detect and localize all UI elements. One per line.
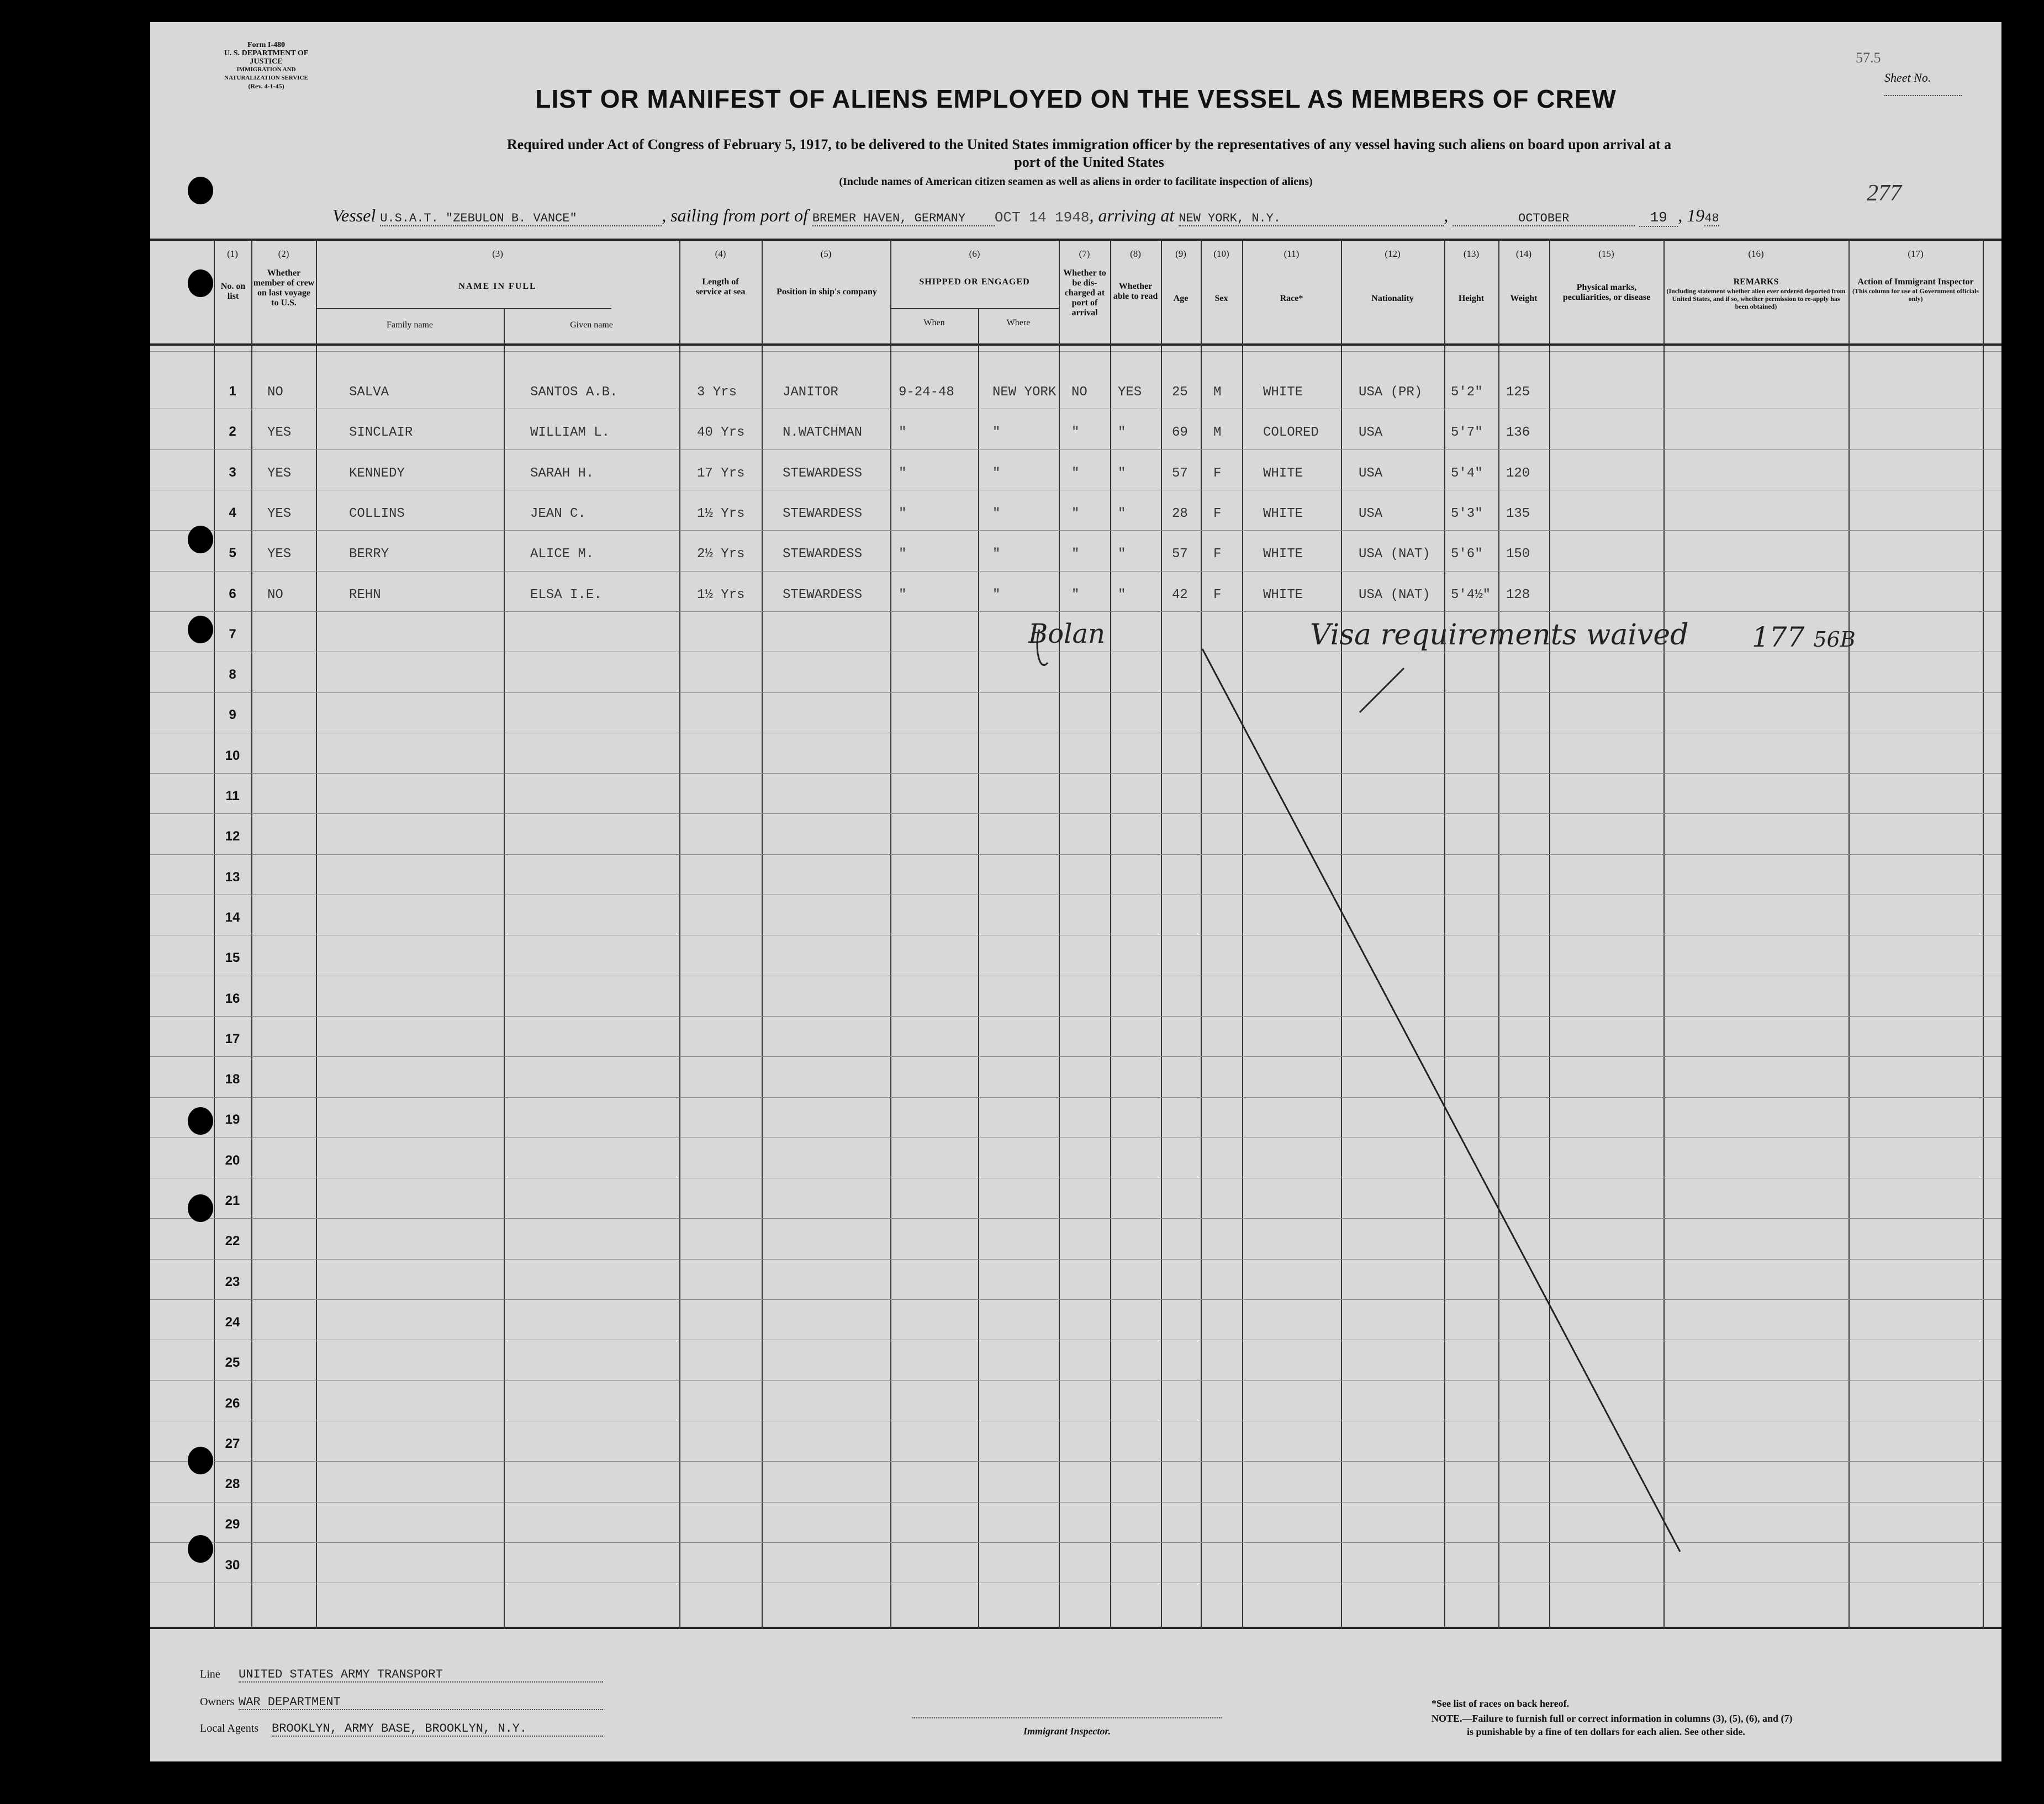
row-number: 18 bbox=[225, 1072, 240, 1087]
cell-weight: 135 bbox=[1506, 506, 1530, 521]
inspector-signature-line bbox=[912, 1717, 1222, 1718]
cell-nationality: USA (NAT) bbox=[1359, 547, 1430, 562]
cell-read: " bbox=[1118, 588, 1126, 602]
col-head-9: Age bbox=[1173, 294, 1189, 303]
cell-race: WHITE bbox=[1263, 385, 1303, 400]
cell-family: REHN bbox=[349, 588, 381, 602]
document-title: LIST OR MANIFEST OF ALIENS EMPLOYED ON THE VESSEL AS MEMBERS OF CREW bbox=[535, 84, 1617, 113]
cell-crew: YES bbox=[267, 425, 292, 440]
row-number: 22 bbox=[225, 1234, 240, 1248]
col-head-8: Whether able to read bbox=[1113, 282, 1158, 301]
row-number: 23 bbox=[225, 1274, 240, 1289]
cell-where: " bbox=[992, 547, 1001, 562]
footer-owners: Owners WAR DEPARTMENT bbox=[200, 1695, 752, 1710]
cell-read: " bbox=[1118, 425, 1126, 440]
row-number: 13 bbox=[225, 870, 240, 885]
col-num-10: (10) bbox=[1213, 248, 1229, 259]
row-number: 3 bbox=[229, 465, 236, 480]
cell-crew: YES bbox=[267, 547, 292, 562]
binder-hole bbox=[188, 1447, 213, 1474]
cell-given: SANTOS A.B. bbox=[530, 385, 618, 400]
col-num-2: (2) bbox=[278, 248, 289, 259]
binder-hole bbox=[188, 1535, 213, 1563]
col-head-where: Where bbox=[1006, 318, 1031, 327]
cell-position: STEWARDESS bbox=[783, 506, 863, 521]
binder-hole bbox=[188, 616, 213, 643]
cell-family: SALVA bbox=[349, 385, 389, 400]
cell-nationality: USA bbox=[1359, 425, 1383, 440]
cell-race: WHITE bbox=[1263, 466, 1303, 481]
cell-when: " bbox=[899, 588, 907, 602]
cell-family: COLLINS bbox=[349, 506, 405, 521]
arriving-at: NEW YORK, N.Y. bbox=[1179, 211, 1444, 226]
col-head-1: No. on list bbox=[220, 282, 246, 301]
cell-family: BERRY bbox=[349, 547, 389, 562]
row-number: 25 bbox=[225, 1355, 240, 1370]
cell-position: STEWARDESS bbox=[783, 547, 863, 562]
col-num-17: (17) bbox=[1908, 248, 1924, 259]
row-number: 24 bbox=[225, 1315, 240, 1330]
row-number: 5 bbox=[229, 546, 236, 560]
cell-read: " bbox=[1118, 466, 1126, 481]
cell-age: 57 bbox=[1172, 547, 1188, 562]
form-revision: (Rev. 4-1-45) bbox=[248, 82, 284, 90]
cell-where: " bbox=[992, 425, 1001, 440]
cell-where: " bbox=[992, 506, 1001, 521]
col-num-15: (15) bbox=[1598, 248, 1614, 259]
cell-nationality: USA (PR) bbox=[1359, 385, 1423, 400]
form-number: Form I-480 bbox=[247, 41, 286, 49]
cell-race: WHITE bbox=[1263, 588, 1303, 602]
reference-number: 177 56B bbox=[1752, 621, 1856, 653]
col-head-16: REMARKS (Including statement whether alien ever ordered deported from United States, and if so, whether permission to re-apply has been obtained) bbox=[1666, 277, 1846, 310]
page-number: 277 bbox=[1867, 181, 1902, 206]
col-head-17: Action of Immigrant Inspector (This column for use of Government officials only) bbox=[1852, 277, 1979, 303]
arrival-year: 48 bbox=[1704, 211, 1719, 225]
row-number: 8 bbox=[229, 667, 236, 682]
cell-height: 5'7" bbox=[1451, 425, 1483, 440]
cell-height: 5'4½" bbox=[1451, 588, 1491, 602]
cell-age: 69 bbox=[1172, 425, 1188, 440]
binder-hole bbox=[188, 1107, 213, 1135]
line-value: UNITED STATES ARMY TRANSPORT bbox=[239, 1668, 603, 1683]
cell-given: JEAN C. bbox=[530, 506, 586, 521]
binder-hole bbox=[188, 269, 213, 297]
cell-nationality: USA (NAT) bbox=[1359, 588, 1430, 602]
cell-age: 42 bbox=[1172, 588, 1188, 602]
cell-position: STEWARDESS bbox=[783, 466, 863, 481]
binder-hole bbox=[188, 526, 213, 553]
col-num-3: (3) bbox=[492, 248, 503, 259]
races-note: *See list of races on back hereof. bbox=[1432, 1698, 1570, 1709]
cell-position: JANITOR bbox=[783, 385, 838, 400]
col-num-7: (7) bbox=[1079, 248, 1090, 259]
vessel-name: U.S.A.T. "ZEBULON B. VANCE" bbox=[380, 211, 662, 226]
inspector-signature: Bolan bbox=[1028, 618, 1106, 649]
arrival-day: 19 bbox=[1639, 209, 1678, 227]
cell-where: " bbox=[992, 588, 1001, 602]
col-num-8: (8) bbox=[1130, 248, 1141, 259]
cell-service: 1½ Yrs bbox=[697, 506, 745, 521]
cell-weight: 125 bbox=[1506, 385, 1530, 400]
cell-read: YES bbox=[1118, 385, 1142, 400]
cell-service: 17 Yrs bbox=[697, 466, 745, 481]
cell-sex: F bbox=[1213, 547, 1222, 562]
row-number: 15 bbox=[225, 950, 240, 965]
col-head-12: Nationality bbox=[1371, 294, 1414, 303]
cell-age: 25 bbox=[1172, 385, 1188, 400]
cell-age: 57 bbox=[1172, 466, 1188, 481]
cell-nationality: USA bbox=[1359, 506, 1383, 521]
cell-race: WHITE bbox=[1263, 506, 1303, 521]
col-head-14: Weight bbox=[1510, 294, 1538, 303]
subtitle-note: (Include names of American citizen seamen as well as aliens in order to facilitate inspection of aliens) bbox=[839, 176, 1313, 188]
col-num-14: (14) bbox=[1515, 248, 1532, 259]
cell-given: WILLIAM L. bbox=[530, 425, 610, 440]
fine-note: NOTE.—Failure to furnish full or correct information in columns (3), (5), (6), and (7) is punishable by a fine of ten dollars for each alien. See other side. bbox=[1432, 1713, 1793, 1737]
cell-weight: 150 bbox=[1506, 547, 1530, 562]
col-head-family: Family name bbox=[387, 320, 433, 330]
cell-when: 9-24-48 bbox=[899, 385, 954, 400]
row-number: 1 bbox=[229, 384, 236, 399]
cell-discharged: " bbox=[1071, 588, 1080, 602]
cell-discharged: " bbox=[1071, 425, 1080, 440]
row-number: 10 bbox=[225, 748, 240, 763]
cell-crew: YES bbox=[267, 506, 292, 521]
col-num-12: (12) bbox=[1385, 248, 1401, 259]
row-number: 17 bbox=[225, 1031, 240, 1046]
row-number: 19 bbox=[225, 1112, 240, 1127]
service-name: IMMIGRATION AND NATURALIZATION SERVICE bbox=[224, 66, 308, 81]
row-number: 6 bbox=[229, 586, 236, 601]
cell-family: SINCLAIR bbox=[349, 425, 413, 440]
col-head-15: Physical marks, peculiarities, or disease bbox=[1562, 283, 1651, 302]
row-number: 2 bbox=[229, 424, 236, 439]
cell-weight: 128 bbox=[1506, 588, 1530, 602]
visa-waiver-note: Visa requirements waived bbox=[1310, 618, 1689, 652]
cell-crew: YES bbox=[267, 466, 292, 481]
cell-when: " bbox=[899, 466, 907, 481]
row-number: 7 bbox=[229, 627, 236, 642]
arrival-month: OCTOBER bbox=[1453, 211, 1635, 226]
document-subtitle: Required under Act of Congress of February 5, 1917, to be delivered to the United States immigration officer by the representatives of any vessel having such aliens on board upon arrival at a port of the United States bbox=[506, 136, 1672, 170]
col-head-5: Position in ship's company bbox=[777, 287, 877, 297]
row-number: 29 bbox=[225, 1517, 240, 1532]
cell-weight: 120 bbox=[1506, 466, 1530, 481]
cell-height: 5'6" bbox=[1451, 547, 1483, 562]
owners-value: WAR DEPARTMENT bbox=[239, 1695, 603, 1710]
cell-sex: F bbox=[1213, 588, 1222, 602]
col-num-11: (11) bbox=[1284, 248, 1300, 259]
col-num-9: (9) bbox=[1175, 248, 1186, 259]
col-num-1: (1) bbox=[227, 248, 238, 259]
cell-read: " bbox=[1118, 506, 1126, 521]
cell-discharged: " bbox=[1071, 547, 1080, 562]
cell-position: N.WATCHMAN bbox=[783, 425, 863, 440]
cell-crew: NO bbox=[267, 385, 283, 400]
department-name: U. S. DEPARTMENT OF JUSTICE bbox=[224, 49, 309, 66]
cancellation-stroke bbox=[150, 22, 2001, 1761]
cell-nationality: USA bbox=[1359, 466, 1383, 481]
cell-service: 2½ Yrs bbox=[697, 547, 745, 562]
cell-service: 40 Yrs bbox=[697, 425, 745, 440]
row-number: 28 bbox=[225, 1477, 240, 1491]
row-number: 27 bbox=[225, 1436, 240, 1451]
cell-when: " bbox=[899, 425, 907, 440]
cell-family: KENNEDY bbox=[349, 466, 405, 481]
col-head-when: When bbox=[923, 318, 945, 327]
col-num-16: (16) bbox=[1748, 248, 1764, 259]
row-number: 9 bbox=[229, 707, 236, 722]
row-number: 30 bbox=[225, 1558, 240, 1573]
row-number: 4 bbox=[229, 505, 236, 520]
cell-race: COLORED bbox=[1263, 425, 1319, 440]
cell-where: " bbox=[992, 466, 1001, 481]
binder-hole bbox=[188, 177, 213, 204]
cell-sex: M bbox=[1213, 425, 1222, 440]
col-head-13: Height bbox=[1458, 294, 1485, 303]
cell-service: 3 Yrs bbox=[697, 385, 737, 400]
vessel-line: Vessel U.S.A.T. "ZEBULON B. VANCE" , sailing from port of BREMER HAVEN, GERMANY OCT 14 1948, arriving at NEW YORK, N.Y. , OCTOBER 19 , 1948 bbox=[332, 205, 1719, 226]
cell-crew: NO bbox=[267, 588, 283, 602]
cell-read: " bbox=[1118, 547, 1126, 562]
cell-position: STEWARDESS bbox=[783, 588, 863, 602]
row-number: 14 bbox=[225, 910, 240, 925]
vessel-label: Vessel bbox=[332, 205, 376, 225]
sheet-mark: 57.5 bbox=[1856, 50, 1881, 66]
row-number: 20 bbox=[225, 1153, 240, 1168]
col-head-10: Sex bbox=[1214, 294, 1228, 303]
footer-line: Line UNITED STATES ARMY TRANSPORT bbox=[200, 1668, 752, 1683]
cell-discharged: " bbox=[1071, 506, 1080, 521]
row-number: 12 bbox=[225, 829, 240, 844]
cell-where: NEW YORK bbox=[992, 385, 1057, 400]
col-head-4: Length of service at sea bbox=[695, 277, 746, 297]
col-num-6: (6) bbox=[969, 248, 980, 259]
cell-when: " bbox=[899, 506, 907, 521]
row-number: 21 bbox=[225, 1193, 240, 1208]
cell-race: WHITE bbox=[1263, 547, 1303, 562]
cell-discharged: " bbox=[1071, 466, 1080, 481]
row-number: 26 bbox=[225, 1396, 240, 1411]
cell-height: 5'4" bbox=[1451, 466, 1483, 481]
cell-height: 5'3" bbox=[1451, 506, 1483, 521]
col-head-11: Race* bbox=[1280, 294, 1303, 303]
row-number: 11 bbox=[225, 789, 240, 803]
arrival-stamp: OCT 14 1948 bbox=[994, 209, 1090, 226]
cell-given: ELSA I.E. bbox=[530, 588, 602, 602]
sailing-from: BREMER HAVEN, GERMANY bbox=[812, 211, 995, 226]
cell-height: 5'2" bbox=[1451, 385, 1483, 400]
cell-given: SARAH H. bbox=[530, 466, 594, 481]
cell-sex: M bbox=[1213, 385, 1222, 400]
agents-value: BROOKLYN, ARMY BASE, BROOKLYN, N.Y. bbox=[272, 1722, 603, 1737]
col-head-given: Given name bbox=[570, 320, 613, 330]
col-head-3: NAME IN FULL bbox=[458, 282, 537, 291]
cell-when: " bbox=[899, 547, 907, 562]
col-head-7: Whether to be dis-charged at port of arrival bbox=[1063, 268, 1106, 318]
col-num-5: (5) bbox=[820, 248, 832, 259]
footer-agents: Local Agents BROOKLYN, ARMY BASE, BROOKLYN, N.Y. bbox=[200, 1722, 752, 1737]
col-head-6: SHIPPED OR ENGAGED bbox=[919, 277, 1030, 287]
cell-sex: F bbox=[1213, 466, 1222, 481]
binder-hole bbox=[188, 1194, 213, 1222]
row-number: 16 bbox=[225, 991, 240, 1006]
manifest-sheet bbox=[150, 22, 2001, 1761]
cell-given: ALICE M. bbox=[530, 547, 594, 562]
cell-weight: 136 bbox=[1506, 425, 1530, 440]
cell-sex: F bbox=[1213, 506, 1222, 521]
cell-age: 28 bbox=[1172, 506, 1188, 521]
sheet-number-label: Sheet No. bbox=[1884, 71, 2001, 99]
cell-discharged: NO bbox=[1071, 385, 1087, 400]
col-head-2: Whether member of crew on last voyage to U.S. bbox=[253, 268, 315, 308]
cell-service: 1½ Yrs bbox=[697, 588, 745, 602]
inspector-label: Immigrant Inspector. bbox=[1023, 1726, 1111, 1737]
col-num-13: (13) bbox=[1463, 248, 1480, 259]
col-num-4: (4) bbox=[715, 248, 726, 259]
